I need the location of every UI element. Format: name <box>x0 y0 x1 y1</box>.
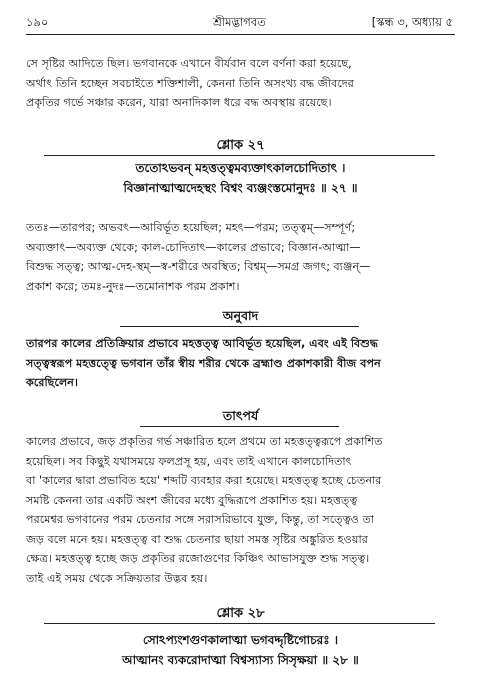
purport-line: কালের প্রভাবে, জড় প্রকৃতির গর্ভ সঞ্চারিত হলে প্রথমে তা মহত্তত্ত্বরূপে প্রকাশিত <box>26 435 383 448</box>
synonyms-line: বিশুদ্ধ সত্ত্ব; আত্ম-দেহ-স্থম্—স্ব-শরীরে অবস্থিত; বিশ্বম্—সমগ্র জগৎ; ব্যঞ্জন্— <box>26 260 371 273</box>
verse-line: ততোঽভবন্ মহত্তত্ত্বমব্যক্তাৎকালচোদিতাৎ । <box>135 161 346 175</box>
intro-paragraph <box>26 54 455 113</box>
verse-27-rule <box>44 155 435 156</box>
verse-28-rule <box>44 623 435 624</box>
translation-line: সত্ত্বস্বরূপ মহত্তত্ত্বে ভগবান তাঁর স্বীয় শরীর থেকে ব্রহ্মাণ্ড প্রকাশকারী বীজ বপন <box>26 356 381 370</box>
purport-line: জড় বলে মনে হয়। মহত্তত্ত্ব বা শুদ্ধ চেতনার ছায়া সমস্ত সৃষ্টির অঙ্কুরিত হওয়ার <box>26 532 368 546</box>
running-header <box>26 14 453 32</box>
translation-line: তারপর কালের প্রতিক্রিয়ার প্রভাবে মহত্তত্ত্ব আবির্ভূত হয়েছিল, এবং এই বিশুদ্ধ <box>26 337 379 350</box>
purport-paragraph <box>26 432 455 588</box>
purport-rule <box>140 426 339 427</box>
synonyms-line: অব্যক্তাৎ—অব্যক্ত থেকে; কাল-চোদিতাৎ—কালের প্রভাবে; বিজ্ঞান-আত্মা— <box>26 240 361 254</box>
purport-line: ক্ষেত্র। মহত্তত্ত্ব হচ্ছে জড় প্রকৃতির রজোগুণের কিঞ্চিৎ আভাসযুক্ত শুদ্ধ সত্ত্ব। <box>26 552 370 565</box>
translation-rule <box>120 326 359 327</box>
chapter-reference: [স্কন্ধ ৩, অধ্যায় ৫ <box>371 15 453 29</box>
verse-line: সোঽপ্যংশগুণকালাত্মা ভগবদ্দৃষ্টিগোচরঃ । <box>142 633 339 647</box>
book-title: শ্রীমদ্ভাগবত <box>213 15 266 29</box>
purport-line: পরমেশ্বর ভগবানের পরম চেতনার সঙ্গে সরাসরিভাবে যুক্ত, কিন্তু, তা সত্ত্বেও তা <box>26 513 375 526</box>
synonyms-line: প্রকাশ করে; তমঃ-নুদঃ—তমোনাশক পরম প্রকাশ। <box>26 279 240 293</box>
header-rule <box>26 34 455 35</box>
translation-line: করেছিলেন। <box>26 376 78 389</box>
translation-heading: অনুবাদ <box>222 308 259 323</box>
synonyms-paragraph <box>26 218 455 296</box>
translation-paragraph <box>26 334 455 393</box>
page-number: ১৯০ <box>26 15 49 29</box>
verse-28-heading: শ্লোক ২৮ <box>216 606 265 621</box>
purport-line: তাই এই সময় থেকে সক্রিয়তার উদ্ভব হয়। <box>26 571 208 585</box>
verse-line: আত্মানং ব্যকরোদাত্মা বিশ্বস্যাস্য সিসৃক্ষয়া ॥ ২৮ ॥ <box>122 653 359 667</box>
verse-line: বিজ্ঞানাত্মাত্মদেহস্থং বিশ্বং ব্যঞ্জংস্তমোনুদঃ ॥ ২৭ ॥ <box>123 181 358 195</box>
verse-27-heading: শ্লোক ২৭ <box>216 138 265 153</box>
intro-line: সে সৃষ্টির আদিতে ছিল। ভগবানকে এখানে বীর্যবান বলে বর্ণনা করা হয়েছে, <box>26 57 352 70</box>
verse-28-text <box>26 630 455 670</box>
intro-line: প্রকৃতির গর্ভে সঞ্চার করেন, যারা অনাদিকাল ধরে বদ্ধ অবস্থায় রয়েছে। <box>26 96 332 109</box>
purport-line: হয়েছিল। সব কিছুই যথাসময়ে ফলপ্রসূ হয়, এবং তাই এখানে কালচোদিতাৎ <box>26 454 352 468</box>
synonyms-line: ততঃ—তারপর; অভবৎ—আবির্ভূত হয়েছিল; মহৎ—পরম; তত্ত্বম্—সম্পূর্ণ; <box>26 221 356 234</box>
purport-line: সমষ্টি কেননা তার একটি অংশ জীবের মধ্যে বুদ্ধিরূপে প্রকাশিত হয়। মহত্তত্ত্ব <box>26 493 358 507</box>
verse-27-text <box>26 158 455 198</box>
intro-line: অর্থাৎ তিনি হচ্ছেন সবচাইতে শক্তিশালী, কেননা তিনি অসংখ্য বদ্ধ জীবদের <box>26 76 354 90</box>
purport-line: বা 'কালের দ্বারা প্রভাবিত হয়ে' শব্দটি ব্যবহার করা হয়েছে। মহত্তত্ত্ব হচ্ছে চেতনার <box>26 474 382 487</box>
purport-heading: তাৎপর্য <box>222 408 259 423</box>
